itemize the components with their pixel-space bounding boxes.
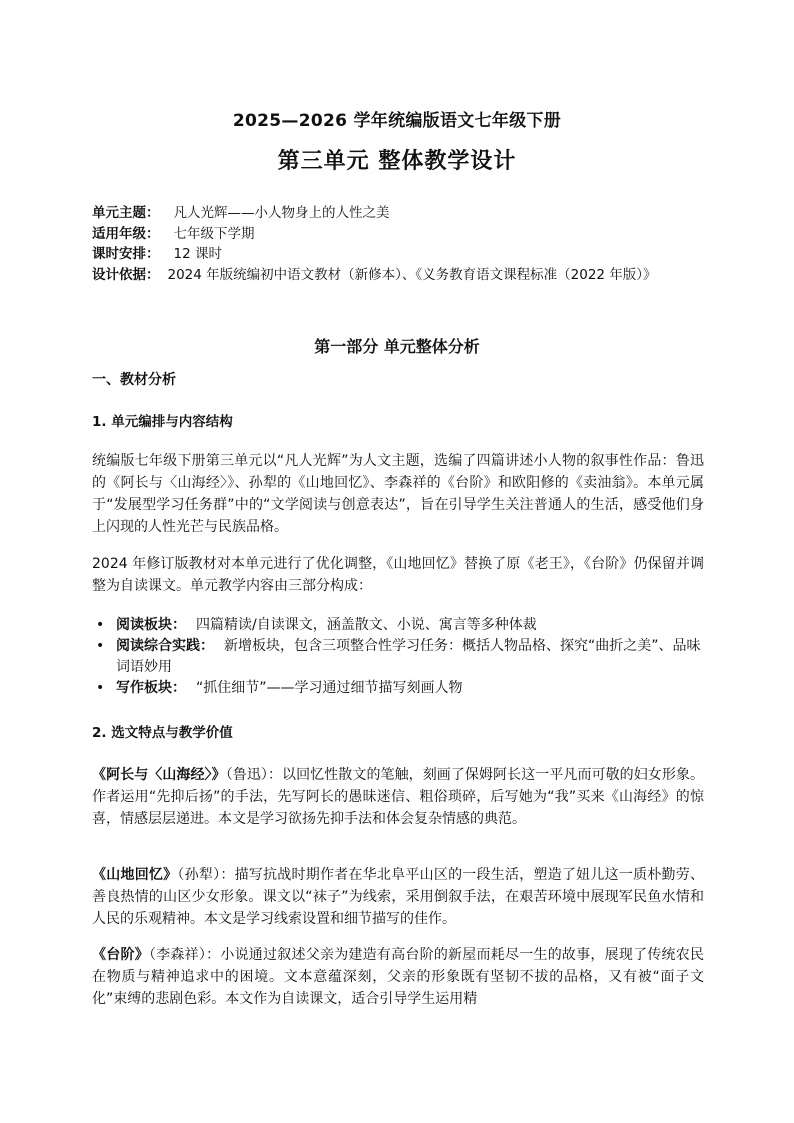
work-author: （孙犁） [177,867,221,883]
meta-basis [92,265,704,286]
bullet-label: 写作板块： [116,680,186,696]
part-heading: 第一部分 单元整体分析 [314,337,480,356]
work-author: （鲁迅） [225,767,268,783]
meta-value: 12 课时 [173,246,222,262]
work-text: ：小说通过叙述父亲为建造有高台阶的新屋而耗尽一生的故事，展现了传统农民在物质与精神追求中的困境。文本意蕴深刻，父亲的形象既有坚韧不拔的品格，又有被“面子文化”束缚的悲剧色彩。本文作为自读课文，适合引导学生运用精 [92,947,705,1007]
bullet-list [92,615,704,699]
subsection-heading: 1. 单元编排与内容结构 [92,414,233,430]
meta-value: 凡人光辉——小人物身上的人性之美 [173,205,390,221]
work-paragraph [92,864,704,930]
document-title: 2025—2026 学年统编版语文七年级下册 [232,111,562,131]
work-author: （李森祥） [148,947,207,963]
list-item [92,678,704,699]
section-heading: 一、教材分析 [92,372,176,388]
document-subtitle: 第三单元 整体教学设计 [277,149,517,174]
list-item [92,615,704,636]
bullet-text: 四篇精读/自读课文，涵盖散文、小说、寓言等多种体裁 [196,617,537,633]
meta-grade [92,224,704,245]
bullet-text: “抓住细节”——学习通过细节描写刻画人物 [196,680,463,696]
work-text: ：描写抗战时期作者在华北阜平山区的一段生活，塑造了妞儿这一质朴勤劳、善良热情的山区少女形象。课文以“袜子”为线索，采用倒叙手法，在艰苦环境中展现军民鱼水情和人民的乐观精神。本文是学习线索设置和细节描写的佳作。 [92,867,705,927]
meta-label: 设计依据： [92,266,160,283]
work-title: 《阿长与〈山海经〉》 [92,767,226,783]
list-item [92,636,704,678]
unit-meta [92,203,704,285]
work-title: 《山地回忆》 [92,867,178,883]
paragraph: 统编版七年级下册第三单元以“凡人光辉”为人文主题，选编了四篇讲述小人物的叙事性作品：鲁迅的《阿长与〈山海经〉》、孙犁的《山地回忆》、李森祥的《台阶》和欧阳修的《卖油翁》。本单元属于“发展型学习任务群”中的“文学阅读与创意表达”，旨在引导学生关注普通人的生活，感受他们身上闪现的人性光芒与民族品格。 [92,453,704,535]
work-paragraph [92,764,704,830]
meta-theme [92,203,704,224]
meta-label: 适用年级： [92,225,160,242]
subsection-heading: 2. 选文特点与教学价值 [92,725,233,741]
meta-label: 课时安排： [92,246,160,262]
bullet-text: 新增板块，包含三项整合性学习任务：概括人物品格、探究“曲折之美”、品味词语妙用 [116,638,701,675]
meta-hours [92,244,704,265]
paragraph: 2024 年修订版教材对本单元进行了优化调整，《山地回忆》替换了原《老王》，《台阶》仍保留并调整为自读课文。单元教学内容由三部分构成： [92,556,704,594]
work-text: ：以回忆性散文的笔触，刻画了保姆阿长这一平凡而可敬的妇女形象。作者运用“先抑后扬”的手法，先写阿长的愚昧迷信、粗俗琐碎，后写她为“我”买来《山海经》的惊喜，情感层层递进。本文是学习欲扬先抑手法和体会复杂情感的典范。 [92,767,705,827]
work-title: 《台阶》 [92,947,149,963]
meta-value: 2024 年版统编初中语文教材（新修本）、《义务教育语文课程标准（2022 年版）》 [167,266,657,283]
meta-value: 七年级下学期 [173,225,255,242]
bullet-label: 阅读综合实践： [116,638,214,654]
meta-label: 单元主题： [92,205,160,221]
work-paragraph [92,944,704,1010]
bullet-label: 阅读板块： [116,617,186,633]
